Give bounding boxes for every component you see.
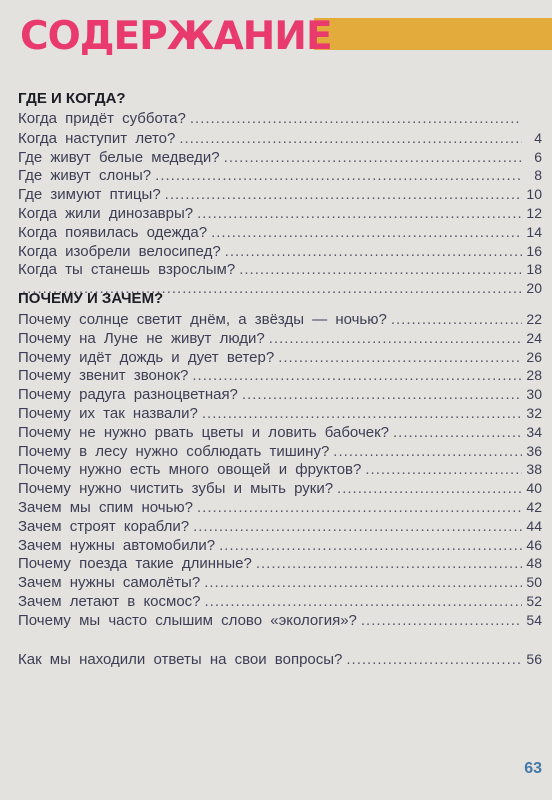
toc-item xyxy=(18,650,542,669)
dot-leader xyxy=(333,443,522,461)
section-heading: ГДЕ И КОГДА? xyxy=(18,90,126,107)
toc-item xyxy=(18,129,542,148)
toc-item-title: Как мы находили ответы на свои вопросы? xyxy=(18,651,343,668)
dot-leader xyxy=(225,243,522,261)
toc-item xyxy=(18,148,542,167)
dot-leader xyxy=(365,461,522,479)
toc-item-title: Почему солнце светит днём, а звёзды — ночью? xyxy=(18,311,387,328)
dot-leader xyxy=(391,311,522,329)
toc-item xyxy=(18,404,542,423)
toc-item-page: 32 xyxy=(526,404,542,421)
toc-item-title: Почему мы часто слышим слово «экология»? xyxy=(18,611,357,629)
toc-item-title: Где живут слоны? xyxy=(18,167,152,185)
toc-item xyxy=(18,442,542,461)
toc-item xyxy=(18,185,542,204)
toc-item-page: 46 xyxy=(526,536,542,553)
toc-item xyxy=(18,554,542,573)
dot-leader xyxy=(224,149,522,167)
toc-item-title: Почему на Луне не живут люди? xyxy=(18,329,265,347)
toc-item-title: Почему нужно чистить зубы и мыть руки? xyxy=(18,480,334,498)
toc-item-title: Зачем строят корабли? xyxy=(18,517,190,535)
dot-leader xyxy=(165,186,522,204)
toc-item-page: 6 xyxy=(534,148,542,165)
toc-item xyxy=(18,573,542,592)
dot-leader xyxy=(155,167,522,185)
toc-item-page: 22 xyxy=(526,311,542,327)
toc-item xyxy=(18,110,542,129)
toc-item-page: 8 xyxy=(534,167,542,184)
toc-item-title: Где зимуют птицы? xyxy=(18,186,161,204)
final-toc-item xyxy=(18,650,542,669)
dot-leader xyxy=(256,555,522,573)
dot-leader xyxy=(192,367,522,385)
toc-item-page: 44 xyxy=(526,517,542,534)
toc-item-title: Зачем мы спим ночью? xyxy=(18,498,193,516)
toc-item-title: Где живут белые медведи? xyxy=(18,148,220,166)
toc-item-page: 24 xyxy=(526,329,542,346)
toc-item xyxy=(18,242,542,261)
dot-leader xyxy=(361,612,522,630)
toc-item xyxy=(18,592,542,611)
header-accent-bar xyxy=(314,18,552,50)
toc-item xyxy=(18,223,542,242)
toc-item-page: 42 xyxy=(526,498,542,515)
toc-item-page: 56 xyxy=(526,651,542,667)
toc-item-title: Почему поезда такие длинные? xyxy=(18,555,252,573)
toc-list xyxy=(18,110,542,298)
toc-item xyxy=(18,611,542,630)
toc-item-page: 34 xyxy=(526,423,542,440)
dot-leader xyxy=(337,480,522,498)
toc-item-page: 38 xyxy=(526,461,542,478)
toc-item-title: Когда изобрели велосипед? xyxy=(18,242,221,260)
toc-item xyxy=(18,366,542,385)
toc-item-page: 14 xyxy=(526,223,542,240)
toc-item xyxy=(18,385,542,404)
toc-item-page: 16 xyxy=(526,242,542,259)
dot-leader xyxy=(190,110,522,129)
dot-leader xyxy=(219,537,522,555)
dot-leader xyxy=(197,499,522,517)
toc-item-title: Когда появилась одежда? xyxy=(18,223,208,241)
toc-item xyxy=(18,498,542,517)
dot-leader xyxy=(346,651,522,669)
toc-item-title: Почему идёт дождь и дует ветер? xyxy=(18,348,275,366)
dot-leader xyxy=(193,518,522,536)
section-heading: ПОЧЕМУ И ЗАЧЕМ? xyxy=(18,290,164,307)
toc-item xyxy=(18,348,542,367)
toc-item-page: 12 xyxy=(526,204,542,221)
toc-item-title: Почему не нужно рвать цветы и ловить бабочек? xyxy=(18,423,390,441)
toc-item-page: 30 xyxy=(526,386,542,403)
dot-leader xyxy=(205,593,522,611)
toc-item-page: 40 xyxy=(526,480,542,497)
page-title: СОДЕРЖАНИЕ xyxy=(20,14,332,59)
toc-item-title: Зачем нужны самолёты? xyxy=(18,574,201,592)
toc-section xyxy=(18,288,542,630)
toc-item-title: Когда жили динозавры? xyxy=(18,204,194,222)
toc-list xyxy=(18,310,542,630)
toc-item xyxy=(18,204,542,223)
toc-item-title: Почему радуга разноцветная? xyxy=(18,386,238,404)
toc-item xyxy=(18,260,542,279)
dot-leader xyxy=(269,330,522,348)
toc-item-title: Зачем летают в космос? xyxy=(18,592,201,610)
toc-item-page: 36 xyxy=(526,442,542,459)
dot-leader xyxy=(239,261,522,279)
dot-leader xyxy=(278,349,522,367)
dot-leader xyxy=(393,424,522,442)
header xyxy=(18,12,552,62)
toc-item-page: 20 xyxy=(526,280,542,297)
toc-item-page: 26 xyxy=(526,348,542,365)
dot-leader xyxy=(197,205,522,223)
toc-item-title: Почему нужно есть много овощей и фруктов? xyxy=(18,461,362,479)
dot-leader xyxy=(202,405,522,423)
toc-item xyxy=(18,166,542,185)
toc-item-page: 10 xyxy=(526,186,542,203)
dot-leader xyxy=(179,130,522,148)
toc-item-title: Когда наступит лето? xyxy=(18,129,176,147)
toc-item-page: 52 xyxy=(526,592,542,609)
toc-item-title: Когда придёт суббота? xyxy=(18,110,186,127)
toc-item xyxy=(18,329,542,348)
toc-item-title: Почему звенит звонок? xyxy=(18,367,189,385)
toc-item-page: 54 xyxy=(526,611,542,628)
toc-item-page: 48 xyxy=(526,555,542,572)
toc-item-page: 18 xyxy=(526,261,542,278)
toc-item-title: Зачем нужны автомобили? xyxy=(18,536,216,554)
toc-item-page: 50 xyxy=(526,574,542,591)
toc-item xyxy=(18,517,542,536)
toc-section xyxy=(18,88,542,298)
toc-item-title: Когда ты станешь взрослым? xyxy=(18,261,236,279)
toc-item xyxy=(18,423,542,442)
dot-leader xyxy=(211,224,522,242)
toc-item xyxy=(18,536,542,555)
toc-item-title: Почему их так назвали? xyxy=(18,404,198,422)
toc-item xyxy=(18,310,542,329)
dot-leader xyxy=(204,574,522,592)
dot-leader xyxy=(242,386,522,404)
toc-item xyxy=(18,479,542,498)
toc-item-page: 28 xyxy=(526,367,542,384)
toc-item xyxy=(18,460,542,479)
page-number: 63 xyxy=(524,760,542,777)
toc-item-title: Почему в лесу нужно соблюдать тишину? xyxy=(18,442,330,460)
toc-item-page: 4 xyxy=(534,129,542,146)
